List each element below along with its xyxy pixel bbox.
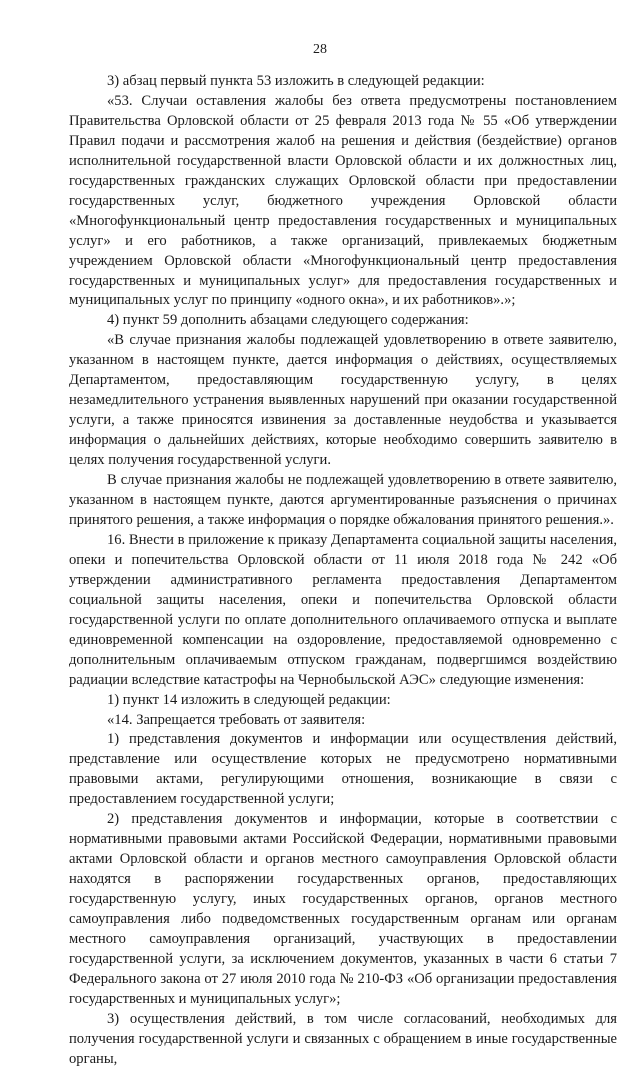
paragraph: В случае признания жалобы не подлежащей удовлетворению в ответе заявителю, указанном в настоящем пункте, даются аргументированные разъяснения о причинах принятого решения, а также информация о порядке обжалования принятого решения.». [69,472,617,528]
paragraph: «В случае признания жалобы подлежащей удовлетворению в ответе заявителю, указанном в настоящем пункте, дается информация о действиях, осуществляемых Департаментом, предоставляющим государственную услугу, в целях незамедлительного устранения выявленных нарушений при оказании государственной услуги, а также приносятся извинения за доставленные неудобства и указывается информация о дальнейших действиях, которые необходимо совершить заявителю в целях получения государственной услуги. [69,332,617,469]
paragraph: 3) осуществления действий, в том числе согласований, необходимых для получения государственной услуги и связанных с обращением в иные государственные органы, [69,1010,617,1067]
paragraph: 3) абзац первый пункта 53 изложить в следующей редакции: [107,73,485,89]
paragraph: 1) представления документов и информации или осуществления действий, представление или осуществление которых не предусмотрено нормативными правовыми актами, регулирующими отношения, возникающие в связи с предоставлением государственной услуги; [69,731,617,808]
page-number: 28 [313,42,327,57]
paragraph: 2) представления документов и информации, которые в соответствии с нормативными правовыми актами Российской Федерации, нормативными правовыми актами Орловской области и органов местного самоуправления Орловской области находятся в распоряжении государственных органов, предоставляющих государственную услугу, иных государственных органов, органов местного самоуправления либо подведомственных государственным органам или органам местного самоуправления организаций, участвующих в предоставлении государственной услуги, за исключением документов, указанных в части 6 статьи 7 Федерального закона от 27 июля 2010 года № 210-ФЗ «Об организации предоставления государственных и муниципальных услуг»; [69,811,617,1007]
document-body [69,72,617,1070]
paragraph: 1) пункт 14 изложить в следующей редакции: [107,691,391,708]
paragraph: «53. Случаи оставления жалобы без ответа предусмотрены постановлением Правительства Орловской области от 25 февраля 2013 года № 55 «Об утверждении Правил подачи и рассмотрения жалоб на решения и действия (бездействие) органов исполнительной государственной власти Орловской области и их должностных лиц, государственных гражданских служащих Орловской области при предоставлении государственных услуг, бюджетного учреждения Орловской области «Многофункциональный центр предоставления государственных и муниципальных услуг» и его работников, а также организаций, привлекаемых бюджетным учреждением Орловской области «Многофункциональный центр предоставления государственных и муниципальных услуг» для предоставления государственных и муниципальных услуг по принципу «одного окна», и их работников».»; [69,92,617,309]
paragraph: 16. Внести в приложение к приказу Департамента социальной защиты населения, опеки и попечительства Орловской области от 11 июля 2018 года № 242 «Об утверждении административного регламента предоставления Департаментом социальной защиты населения, опеки и попечительства Орловской области государственной услуги по оплате дополнительного оплачиваемого отпуска и выплате единовременной компенсации на оздоровление, предоставляемой одновременно с дополнительным оплачиваемым отпуском гражданам, подвергшимся воздействию радиации вследствие катастрофы на Чернобыльской АЭС» следующие изменения: [69,531,617,688]
paragraph: 4) пункт 59 дополнить абзацами следующего содержания: [107,312,469,329]
paragraph: «14. Запрещается требовать от заявителя: [107,711,366,728]
